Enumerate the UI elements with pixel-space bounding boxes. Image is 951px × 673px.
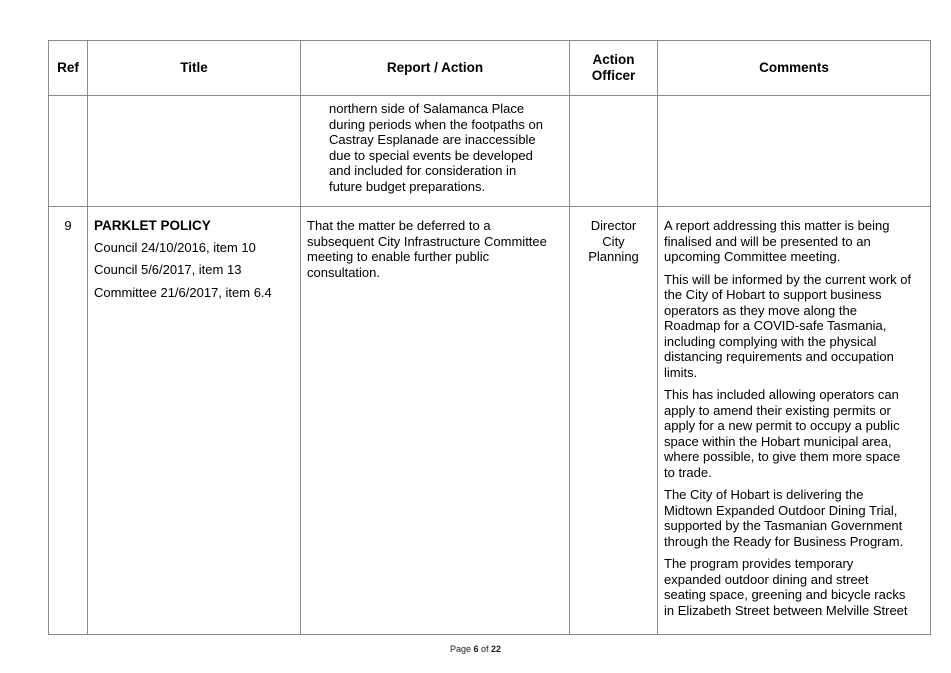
report-line: consultation. — [307, 264, 380, 280]
cell-comments — [658, 207, 931, 635]
page-label: Page — [449, 644, 471, 654]
comment-paragraph: The City of Hobart is delivering the Midtown Expanded Outdoor Dining Trial, supported by the Tasmanian Government through the Ready for Business Program. — [664, 487, 904, 549]
officer-line: Director — [590, 218, 637, 233]
table-row — [49, 207, 931, 635]
page-footer — [0, 644, 951, 654]
item-title-reference: Council 5/6/2017, item 13 — [94, 262, 242, 277]
header-action-officer: Action Officer — [570, 41, 658, 96]
comment-paragraph: The program provides temporary expanded outdoor dining and street seating space, greening and bicycle racks in Elizabeth Street between Melville Street — [664, 556, 908, 618]
cell-ref — [49, 96, 88, 207]
header-title: Title — [88, 41, 301, 96]
item-title: PARKLET POLICY — [94, 218, 211, 233]
cell-report-action — [301, 207, 570, 635]
officer-line: Planning — [588, 249, 639, 264]
header-comments: Comments — [658, 41, 931, 96]
header-ref: Ref — [49, 41, 88, 96]
cell-officer — [570, 96, 658, 207]
table-row — [49, 96, 931, 207]
table-header-row — [49, 41, 931, 96]
page-total: 22 — [491, 644, 502, 654]
report-line: meeting to enable further public — [307, 249, 490, 264]
cell-ref — [49, 207, 88, 635]
report-line: due to special events be developed — [329, 147, 533, 163]
item-ref-number: 9 — [64, 218, 72, 233]
officer-line: City — [602, 233, 625, 249]
report-line: and included for consideration in — [329, 163, 517, 178]
cell-report-action — [301, 96, 570, 207]
item-title-reference: Committee 21/6/2017, item 6.4 — [94, 284, 272, 300]
comment-paragraph: This will be informed by the current work of the City of Hobart to support business operators as they move along the Roadmap for a COVID-safe Tasmania, including complying with the physical distancing requirements and occupation limits. — [664, 271, 912, 380]
page-of: of — [481, 644, 489, 654]
cell-title — [88, 207, 301, 635]
page-current: 6 — [473, 644, 479, 654]
report-line: northern side of Salamanca Place — [329, 101, 525, 116]
report-line: Castray Esplanade are inaccessible — [329, 132, 536, 147]
report-line: That the matter be deferred to a — [307, 218, 491, 233]
report-line: subsequent City Infrastructure Committee — [307, 233, 547, 249]
cell-title — [88, 96, 301, 207]
comment-paragraph: A report addressing this matter is being finalised and will be presented to an upcoming Committee meeting. — [664, 218, 890, 264]
item-title-reference: Council 24/10/2016, item 10 — [94, 239, 256, 255]
report-line: during periods when the footpaths on — [329, 116, 543, 132]
comment-paragraph: This has included allowing operators can apply to amend their existing permits or apply for a new permit to occupy a public space within the Hobart municipal area, where possible, to give them more space to trade. — [664, 387, 901, 480]
cell-comments — [658, 96, 931, 207]
report-line: future budget preparations. — [329, 178, 486, 194]
header-report-action: Report / Action — [301, 41, 570, 96]
cell-officer — [570, 207, 658, 635]
actions-table — [48, 40, 931, 635]
